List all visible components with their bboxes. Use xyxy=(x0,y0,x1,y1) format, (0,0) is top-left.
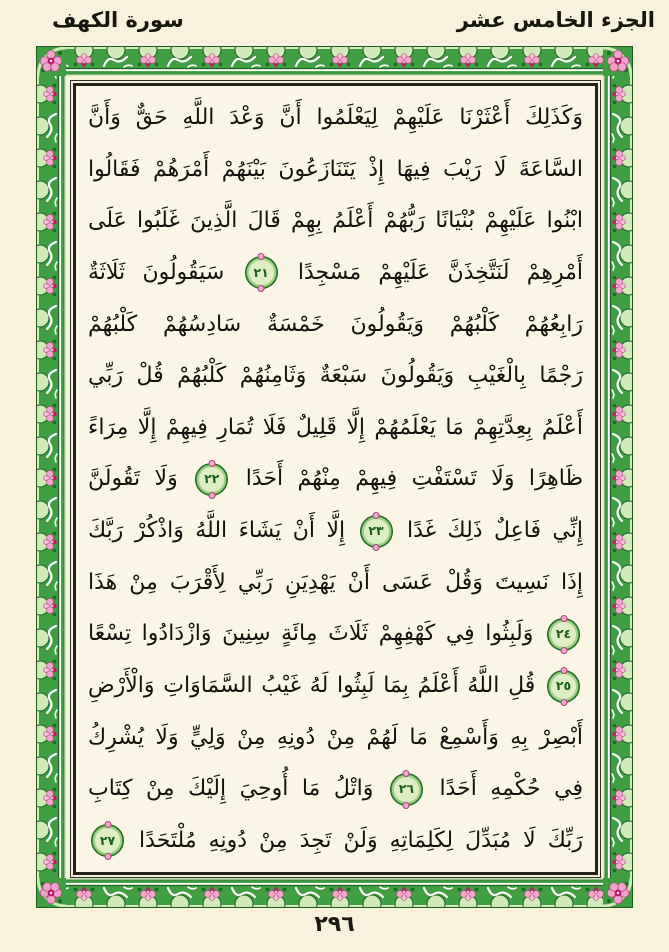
ayah-text: إِنِّي فَاعِلٌ ذَلِكَ غَدًا xyxy=(406,518,583,544)
verse-number: ٢٧ xyxy=(99,832,116,848)
verse-number: ٢٤ xyxy=(555,626,572,642)
ayah-text: وَاتْلُ مَا أُوحِيَ إِلَيْكَ مِنْ كِتَابِ xyxy=(88,776,374,802)
ayah-text: السَّاعَةَ لَا رَيْبَ فِيهَا إِذْ يَتَنَازَعُونَ بَيْنَهُمْ أَمْرَهُمْ فَقَالُوا xyxy=(88,156,583,182)
quran-line xyxy=(88,195,583,246)
quran-text-area xyxy=(88,92,583,866)
quran-line xyxy=(88,299,583,350)
verse-number-medallion xyxy=(391,774,422,805)
ayah-text: أَبْصِرْ بِهِ وَأَسْمِعْ مَا لَهُمْ مِنْ دُونِهِ مِنْ وَلِيٍّ وَلَا يُشْرِكُ xyxy=(88,724,583,750)
ayah-text: فِي حُكْمِهِ أَحَدًا xyxy=(439,776,583,802)
quran-line xyxy=(88,402,583,453)
ayah-text: رَابِعُهُمْ كَلْبُهُمْ وَيَقُولُونَ خَمْسَةٌ سَادِسُهُمْ كَلْبُهُمْ xyxy=(88,311,583,337)
ayah-text: أَمْرِهِمْ لَنَتَّخِذَنَّ عَلَيْهِمْ مَسْجِدًا xyxy=(297,259,583,285)
quran-line xyxy=(88,247,583,298)
quran-line xyxy=(88,350,583,401)
ayah-text: وَكَذَلِكَ أَعْثَرْنَا عَلَيْهِمْ لِيَعْلَمُوا أَنَّ وَعْدَ اللَّهِ حَقٌّ وَأَنَّ xyxy=(88,105,583,130)
ayah-text: ابْنُوا عَلَيْهِمْ بُنْيَانًا رَبُّهُمْ أَعْلَمُ بِهِمْ قَالَ الَّذِينَ غَلَبُوا عَلَى xyxy=(88,208,583,234)
quran-line xyxy=(88,608,583,659)
surah-header-label: سورة الكهف xyxy=(52,8,184,32)
verse-number: ٢٣ xyxy=(368,522,384,538)
quran-line xyxy=(88,557,583,608)
verse-number-medallion xyxy=(92,825,123,856)
ayah-text: قُلِ اللَّهُ أَعْلَمُ بِمَا لَبِثُوا لَهُ غَيْبُ السَّمَاوَاتِ وَالْأَرْضِ xyxy=(88,673,536,699)
verse-number-medallion xyxy=(361,516,392,547)
verse-number: ٢١ xyxy=(253,264,269,280)
ayah-text: ظَاهِرًا وَلَا تَسْتَفْتِ فِيهِمْ مِنْهُمْ أَحَدًا xyxy=(245,466,583,492)
quran-line xyxy=(88,712,583,763)
ayah-text: إِذَا نَسِيتَ وَقُلْ عَسَى أَنْ يَهْدِيَنِ رَبِّي لِأَقْرَبَ مِنْ هَذَا xyxy=(88,569,583,595)
ayah-text: إِلَّا أَنْ يَشَاءَ اللَّهُ وَاذْكُرْ رَبَّكَ xyxy=(88,518,346,544)
ayah-text: أَعْلَمُ بِعِدَّتِهِمْ مَا يَعْلَمُهُمْ إِلَّا قَلِيلٌ فَلَا تُمَارِ فِيهِمْ إِلَّا مِرَاءً xyxy=(88,414,583,440)
text-frame xyxy=(70,80,601,878)
verse-number-medallion xyxy=(196,464,227,495)
quran-line xyxy=(88,763,583,814)
quran-line xyxy=(88,453,583,504)
ayah-text: رَبِّكَ لَا مُبَدِّلَ لِكَلِمَاتِهِ وَلَنْ تَجِدَ مِنْ دُونِهِ مُلْتَحَدًا xyxy=(139,827,583,853)
quran-line xyxy=(88,505,583,556)
ayah-text: رَجْمًا بِالْغَيْبِ وَيَقُولُونَ سَبْعَةٌ وَثَامِنُهُمْ كَلْبُهُمْ قُلْ رَبِّي xyxy=(88,363,583,389)
juz-header-label: الجزء الخامس عشر xyxy=(456,8,655,32)
verse-number-medallion xyxy=(548,619,579,650)
ayah-text: سَيَقُولُونَ ثَلَاثَةٌ xyxy=(88,259,225,285)
ayah-text: وَلَبِثُوا فِي كَهْفِهِمْ ثَلَاثَ مِائَةٍ سِنِينَ وَازْدَادُوا تِسْعًا xyxy=(88,621,534,647)
quran-line xyxy=(88,815,583,866)
quran-line xyxy=(88,660,583,711)
verse-number-medallion xyxy=(548,671,579,702)
verse-number: ٢٥ xyxy=(555,677,572,693)
verse-number: ٢٦ xyxy=(398,781,415,797)
quran-line xyxy=(88,144,583,195)
page-number: ٢٩٦ xyxy=(314,912,355,937)
verse-number: ٢٢ xyxy=(204,471,220,487)
verse-number-medallion xyxy=(246,257,277,288)
ayah-text: وَلَا تَقُولَنَّ xyxy=(88,466,178,492)
text-frame-inner xyxy=(73,83,598,875)
quran-line xyxy=(88,92,583,143)
